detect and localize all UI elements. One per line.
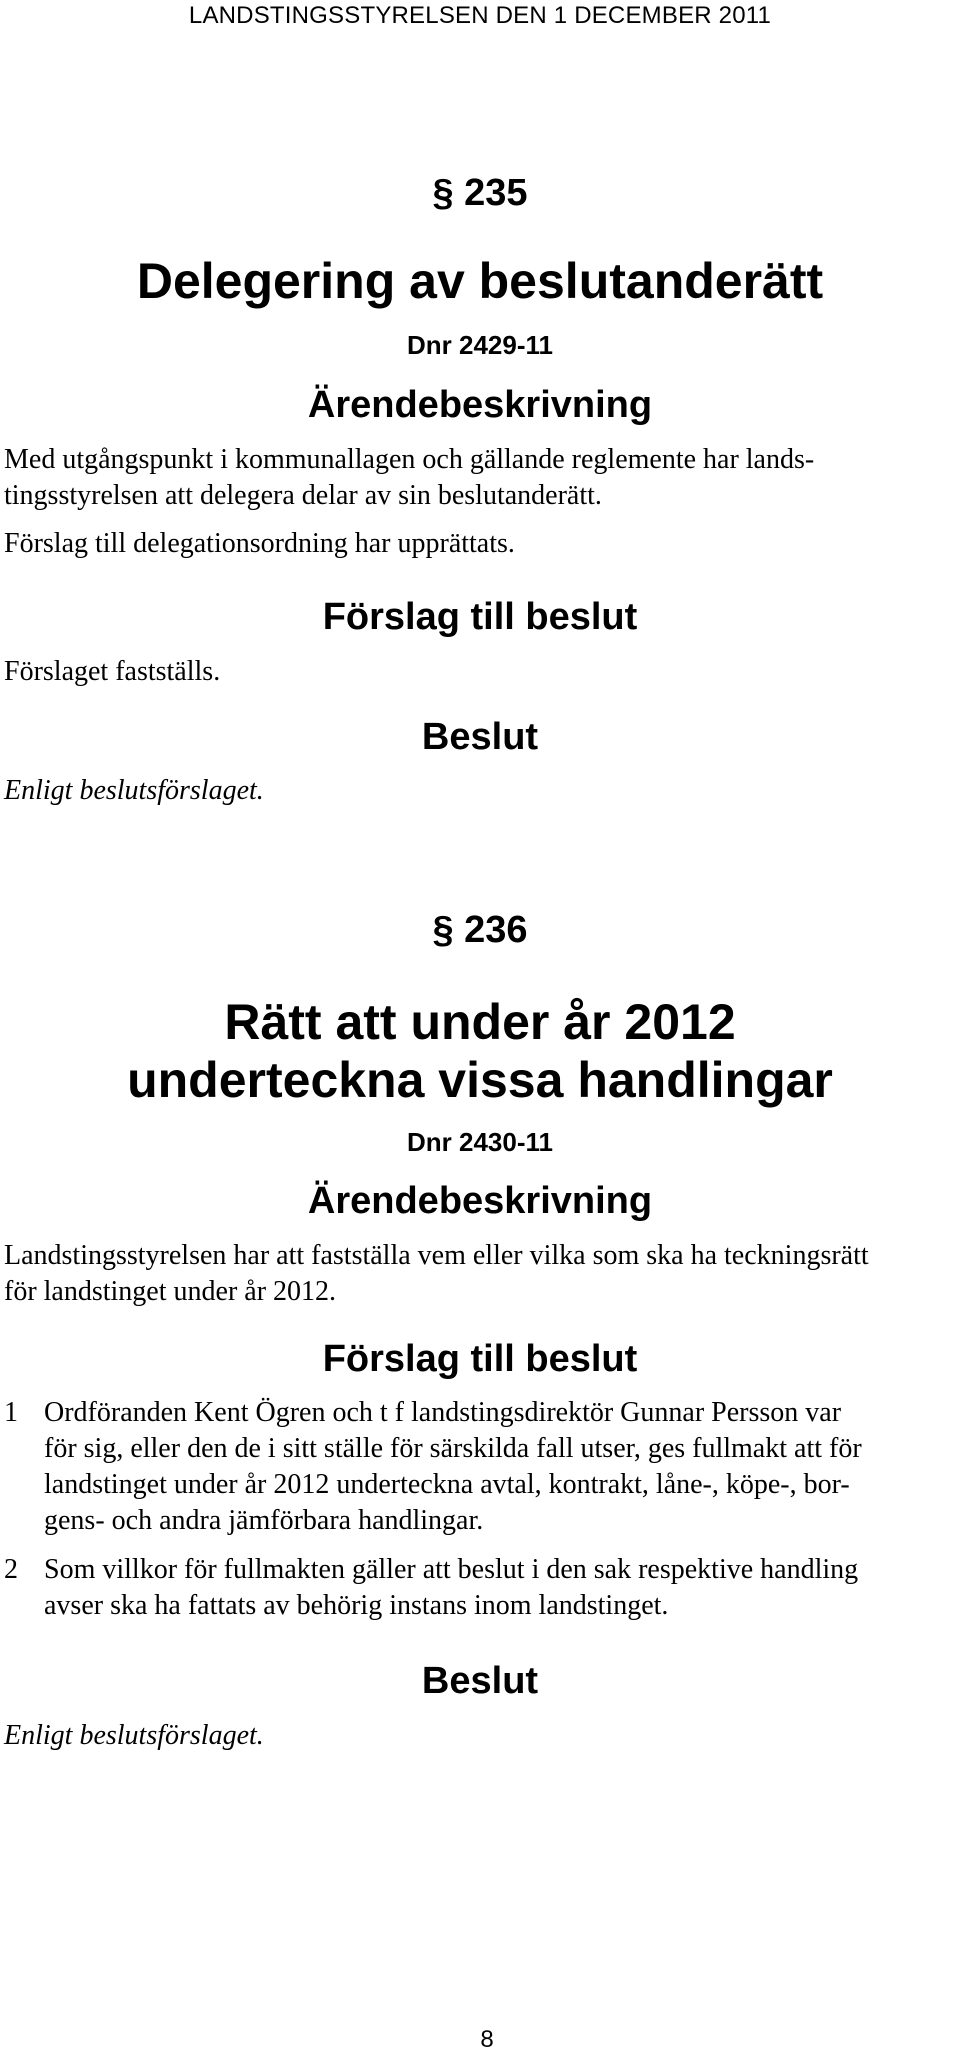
forslag-heading-235: Förslag till beslut [322, 596, 638, 638]
decision-item-1-line3: landstinget under år 2012 underteckna avtal, kontrakt, låne-, köpe-, bor- [44, 1469, 850, 1500]
arende-text-236-line1: Landstingsstyrelsen har att fastställa vem eller vilka som ska ha teckningsrätt [4, 1240, 869, 1271]
section-title-236-line1: Rätt att under år 2012 [224, 994, 736, 1050]
decision-item-2-line2: avser ska ha fattats av behörig instans inom landstinget. [44, 1590, 669, 1621]
dnr-235: Dnr 2429-11 [407, 330, 553, 360]
arende-text-235-line3: Förslag till delegationsordning har upprättats. [4, 528, 515, 559]
section-title-235: Delegering av beslutanderätt [136, 253, 824, 309]
decision-item-1-line1: Ordföranden Kent Ögren och t f landstingsdirektör Gunnar Persson var [44, 1397, 842, 1428]
decision-item-1-line2: för sig, eller den de i sitt ställe för särskilda fall utser, ges fullmakt att för [44, 1433, 862, 1464]
running-header: LANDSTINGSSTYRELSEN DEN 1 DECEMBER 2011 [188, 2, 772, 29]
beslut-text-235: Enligt beslutsförslaget. [4, 775, 264, 806]
arende-text-236-line2: för landstinget under år 2012. [4, 1276, 337, 1307]
paragraph-number-235: § 235 [432, 172, 528, 214]
page-number: 8 [480, 2026, 494, 2053]
beslut-heading-236: Beslut [421, 1660, 539, 1702]
arende-text-235-line1: Med utgångspunkt i kommunallagen och gällande reglemente har lands- [4, 444, 815, 475]
decision-item-1-line4: gens- och andra jämförbara handlingar. [44, 1505, 484, 1536]
paragraph-number-236: § 236 [432, 909, 528, 951]
beslut-heading-235: Beslut [421, 716, 539, 758]
arende-text-235-line2: tingsstyrelsen att delegera delar av sin beslutanderätt. [4, 480, 602, 511]
forslag-heading-236: Förslag till beslut [322, 1338, 638, 1380]
decision-item-2-line1: Som villkor för fullmakten gäller att beslut i den sak respektive handling [44, 1554, 859, 1585]
section-title-236-line2: underteckna vissa handlingar [127, 1052, 833, 1108]
dnr-236: Dnr 2430-11 [407, 1127, 553, 1157]
forslag-text-235: Förslaget fastställs. [4, 656, 221, 687]
arendebeskrivning-heading-236: Ärendebeskrivning [307, 1180, 653, 1222]
beslut-text-236: Enligt beslutsförslaget. [4, 1720, 264, 1751]
arendebeskrivning-heading-235: Ärendebeskrivning [307, 384, 653, 426]
decision-item-1-number: 1 [4, 1397, 18, 1428]
decision-item-2-number: 2 [4, 1554, 18, 1585]
